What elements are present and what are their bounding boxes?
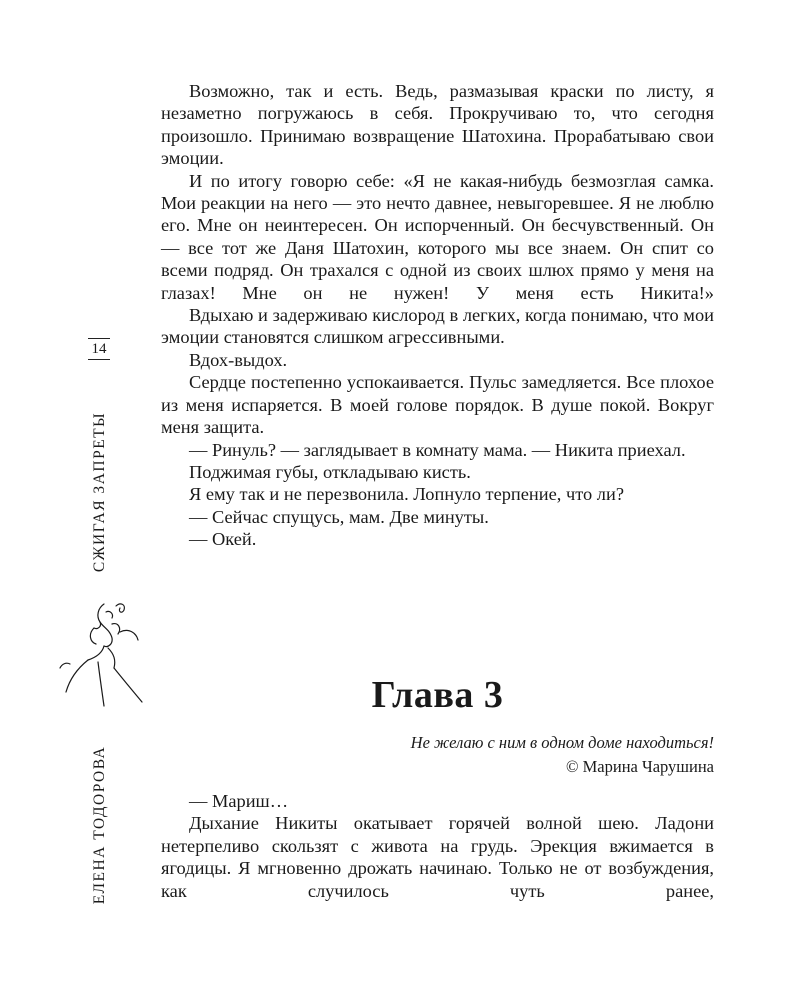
paragraph: — Сейчас спущусь, мам. Две минуты. <box>189 506 489 527</box>
paragraph: — Мариш… <box>189 791 289 811</box>
paragraph: Дыхание Никиты окатывает горячей волной шею. Ладони нетерпеливо скользят с живота на грудь. Эрекция вжимается в ягодицы. Я мгновенно дрожать начинаю. Только не от возбуждения, как случилось чуть ранее, <box>161 813 714 901</box>
running-book-title: СЖИГАЯ ЗАПРЕТЫ <box>91 411 108 573</box>
body-text-top <box>161 80 714 551</box>
page-number: 14 <box>88 338 110 360</box>
paragraph: Поджимая губы, откладываю кисть. <box>189 461 471 482</box>
running-author-name: ЕЛЕНА ТОДОРОВА <box>91 745 108 905</box>
paragraph: Вдох-выдох. <box>189 349 288 370</box>
paragraph: — Ринуль? — заглядывает в комнату мама. — Никита приехал. <box>189 439 686 460</box>
paragraph: И по итогу говорю себе: «Я не какая-нибудь безмозглая самка. Мои реакции на него — это нечто давнее, невыгоревшее. Я не люблю его. Мне он неинтересен. Он испорченный. Он бесчувственный. Он — все тот же Даня Шатохин, которого мы все знаем. Он спит со всеми подряд. Он трахался с одной из своих шлюх прямо у меня на глазах! Мне он не нужен! У меня есть Никита!» <box>161 170 714 303</box>
paragraph: Вдыхаю и задерживаю кислород в легких, когда понимаю, что мои эмоции становятся слишком агрессивными. <box>161 305 714 348</box>
chapter-title: Глава 3 <box>371 674 504 716</box>
sketch-illustration-icon <box>58 598 150 710</box>
paragraph: Я ему так и не перезвонила. Лопнуло терпение, что ли? <box>189 484 624 505</box>
body-text-bottom <box>161 790 714 902</box>
paragraph: Сердце постепенно успокаивается. Пульс замедляется. Все плохое из меня испаряется. В моей голове порядок. В душе покой. Вокруг меня защита. <box>161 372 714 438</box>
paragraph: — Окей. <box>189 529 257 550</box>
epigraph-quote: Не желаю с ним в одном доме находиться! <box>410 733 714 752</box>
epigraph-author: © Марина Чарушина <box>565 757 714 776</box>
paragraph: Возможно, так и есть. Ведь, размазывая краски по листу, я незаметно погружаюсь в себя. Прокручиваю то, что сегодня произошло. Принимаю возвращение Шатохина. Прорабатываю свои эмоции. <box>161 81 714 169</box>
